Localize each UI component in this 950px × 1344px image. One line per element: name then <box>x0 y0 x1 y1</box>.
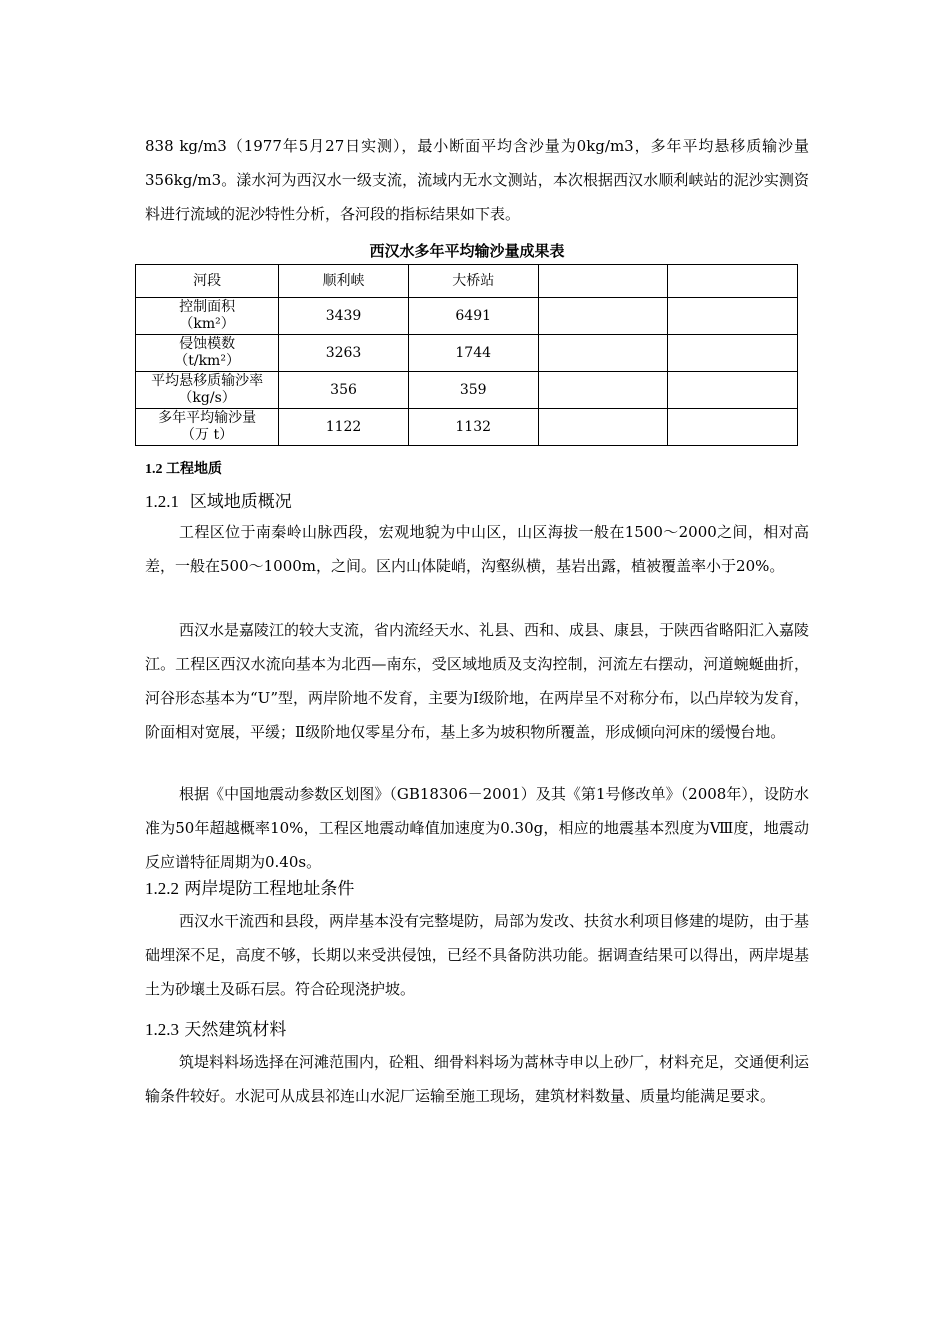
row-label: 控制面积 <box>179 299 236 315</box>
row-label-cell <box>136 409 279 446</box>
intro-paragraph: 838 kg/m3（1977年5月27日实测），最小断面平均含沙量为0kg/m3，多年平均悬移质输沙量356kg/m3。漾水河为西汉水一级支流，流域内无水文测站，本次根据西汉水顺利峡站的泥沙实测资料进行流域的泥沙特性分析，各河段的指标结果如下表。 <box>145 137 809 223</box>
row-label-cell <box>136 335 279 372</box>
table-cell <box>668 372 798 409</box>
heading-title: 区域地质概况 <box>189 492 292 512</box>
section-heading-1-2: 1.2 工程地质 <box>145 462 222 477</box>
table-row <box>136 298 798 335</box>
table-header-cell: 顺利峡 <box>279 265 409 298</box>
table-cell: 1122 <box>279 409 409 446</box>
section-heading-1-2-1 <box>145 487 292 512</box>
row-unit: （万 t） <box>181 427 234 443</box>
table-cell <box>538 372 668 409</box>
table-cell: 3263 <box>279 335 409 372</box>
row-unit: （kg/s） <box>178 390 236 406</box>
row-label: 多年平均输沙量 <box>158 410 257 426</box>
heading-title: 两岸堤防工程地址条件 <box>184 879 355 899</box>
paragraph: 根据《中国地震动参数区划图》（GB18306－2001）及其《第1号修改单》（2008年），设防水准为50年超越概率10%，工程区地震动峰值加速度为0.30g，相应的地震基本烈度为Ⅷ度，地震动反应谱特征周期为0.40s。 <box>145 785 809 871</box>
table-row <box>136 372 798 409</box>
table-cell: 1132 <box>408 409 538 446</box>
table-header-cell: 大桥站 <box>408 265 538 298</box>
row-label-cell <box>136 372 279 409</box>
paragraph: 工程区位于南秦岭山脉西段，宏观地貌为中山区，山区海拔一般在1500～2000之间，相对高差，一般在500～1000m，之间。区内山体陡峭，沟壑纵横，基岩出露，植被覆盖率小于20%。 <box>145 523 809 575</box>
table-cell <box>538 409 668 446</box>
table-cell: 359 <box>408 372 538 409</box>
table-cell <box>668 298 798 335</box>
table-cell <box>668 409 798 446</box>
table-cell: 356 <box>279 372 409 409</box>
table-cell: 1744 <box>408 335 538 372</box>
heading-number: 1.2.1 <box>145 492 179 511</box>
row-unit: （t/km²） <box>174 353 240 369</box>
table-row <box>136 409 798 446</box>
table-cell: 6491 <box>408 298 538 335</box>
sediment-table <box>135 264 798 446</box>
paragraph: 筑堤料料场选择在河滩范围内，砼粗、细骨料料场为蒿林寺申以上砂厂，材料充足，交通便利运输条件较好。水泥可从成县祁连山水泥厂运输至施工现场，建筑材料数量、质量均能满足要求。 <box>145 1053 810 1105</box>
table-cell <box>668 335 798 372</box>
section-heading-1-2-3 <box>145 1015 286 1040</box>
table-cell: 3439 <box>279 298 409 335</box>
paragraph: 西汉水是嘉陵江的较大支流，省内流经天水、礼县、西和、成县、康县，于陕西省略阳汇入嘉陵江。工程区西汉水流向基本为北西—南东，受区域地质及支沟控制，河流左右摆动，河道蜿蜒曲折，河谷形态基本为“U”型，两岸阶地不发育，主要为Ⅰ级阶地，在两岸呈不对称分布，以凸岸较为发育，阶面相对宽展，平缓；Ⅱ级阶地仅零星分布，基上多为坡积物所覆盖，形成倾向河床的缓慢台地。 <box>145 621 810 741</box>
row-label: 平均悬移质输沙率 <box>151 373 264 389</box>
table-cell <box>538 335 668 372</box>
table-cell <box>538 298 668 335</box>
table-header-cell: 河段 <box>136 265 279 298</box>
table-header-row <box>136 265 798 298</box>
table-header-cell <box>538 265 668 298</box>
section-heading-1-2-2 <box>145 874 354 899</box>
table-header-cell <box>668 265 798 298</box>
row-unit: （km²） <box>179 316 235 332</box>
heading-number: 1.2.2 <box>145 879 179 898</box>
table-row <box>136 335 798 372</box>
paragraph: 西汉水干流西和县段，两岸基本没有完整堤防，局部为发改、扶贫水利项目修建的堤防，由于基础埋深不足，高度不够，长期以来受洪侵蚀，已经不具备防洪功能。据调查结果可以得出，两岸堤基土为砂壤土及砾石层。符合砼现浇护坡。 <box>145 912 810 998</box>
heading-title: 天然建筑材料 <box>184 1020 287 1040</box>
row-label-cell <box>136 298 279 335</box>
row-label: 侵蚀模数 <box>179 336 236 352</box>
table-title: 西汉水多年平均输沙量成果表 <box>369 242 565 260</box>
heading-number: 1.2.3 <box>145 1020 179 1039</box>
